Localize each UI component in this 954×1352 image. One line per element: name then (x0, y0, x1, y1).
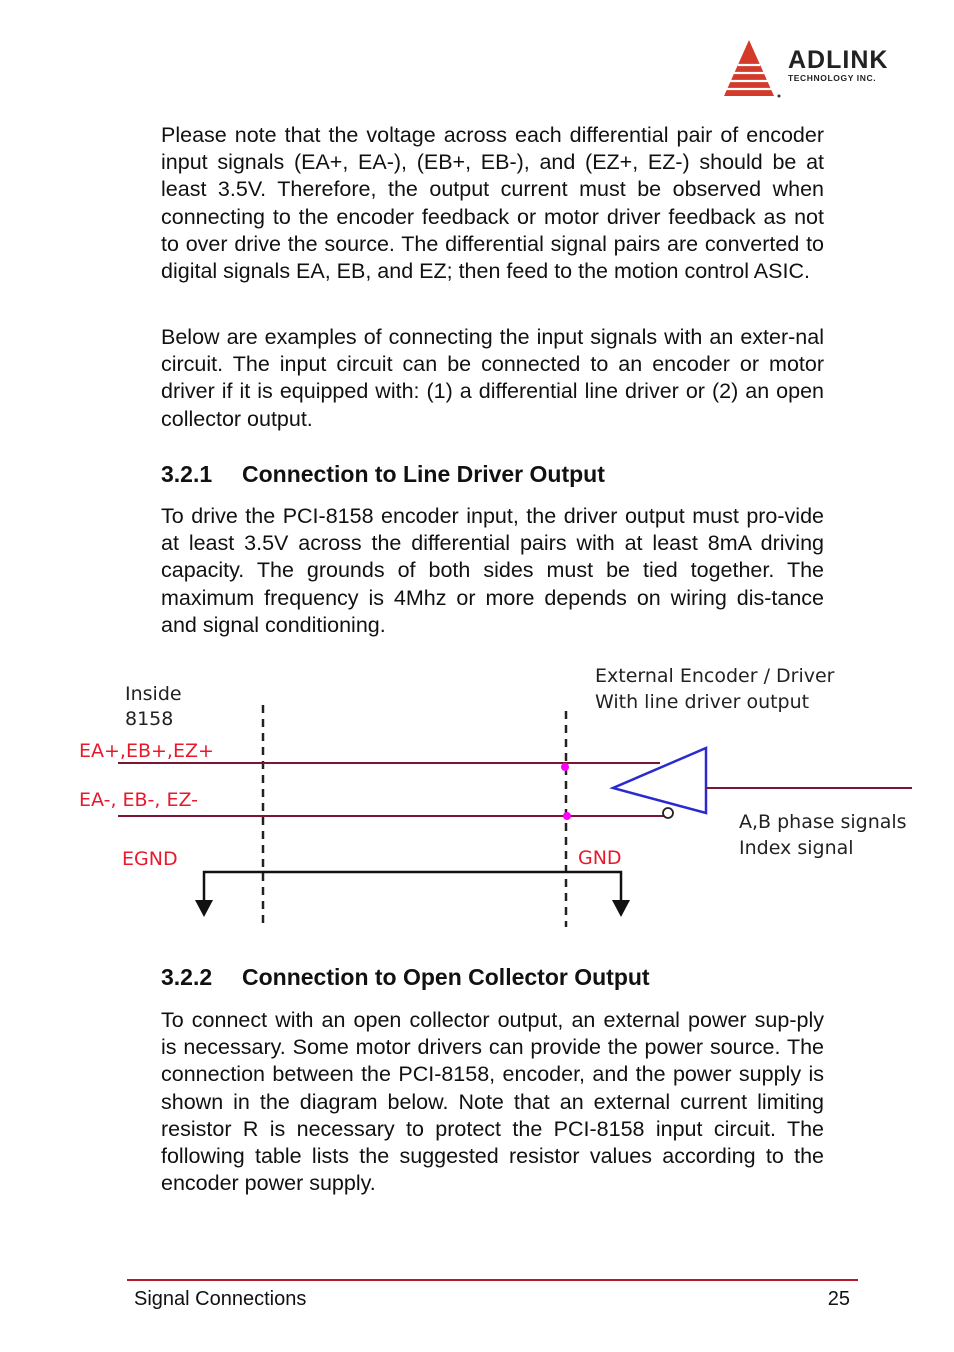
paragraph-voltage-note: Please note that the voltage across each differential pair of encoder input signals (EA+, EA-), (EB+, EB-), and (EZ+, EZ-) should be at least 3.5V. Therefore, the output current must be observed when connecting to the encoder feedback or motor driver feedback as not to over drive the source. The differential signal pairs are converted to digital signals EA, EB, and EZ; then feed to the motion control ASIC. (161, 123, 824, 284)
label-phase-signals: A,B phase signals (739, 811, 907, 833)
gnd-arrow-icon (612, 900, 630, 917)
label-8158: 8158 (125, 708, 174, 730)
label-gnd: GND (578, 847, 622, 869)
line-driver-triangle (613, 748, 706, 813)
section-number: 3.2.1 (161, 461, 213, 487)
paragraph-line-driver: To drive the PCI-8158 encoder input, the driver output must pro-vide at least 3.5V across the differential pairs with at least 8mA driving capacity. The grounds of both sides must be tied together. The maximum frequency is 4Mhz or more depends on wiring dis-tance and signal conditioning. (161, 504, 824, 637)
label-signal-plus: EA+,EB+,EZ+ (79, 740, 214, 762)
adlink-logo-icon (722, 38, 782, 100)
section-title: Connection to Open Collector Output (242, 964, 650, 990)
section-number: 3.2.2 (161, 964, 213, 990)
egnd-arrow-icon (195, 900, 213, 917)
section-heading-3-2-2 (161, 964, 650, 992)
paragraph-examples: Below are examples of connecting the input signals with an exter-nal circuit. The input circuit can be connected to an encoder or motor driver if it is equipped with: (1) a differential line driver or (2) an open collector output. (161, 325, 824, 431)
page-number: 25 (827, 1288, 850, 1310)
label-line-driver-output: With line driver output (595, 691, 810, 713)
label-index-signal: Index signal (739, 837, 854, 859)
logo-wordmark: ADLINK (788, 46, 889, 74)
inverter-bubble (663, 808, 673, 818)
adlink-logo (722, 38, 912, 100)
footer-section-title: Signal Connections (134, 1288, 307, 1310)
line-driver-diagram (70, 655, 920, 935)
label-egnd: EGND (122, 848, 178, 870)
ground-wire (204, 872, 621, 912)
junction-dot-plus (561, 763, 569, 771)
section-heading-3-2-1 (161, 461, 605, 489)
footer-rule (127, 1279, 858, 1281)
label-external-encoder: External Encoder / Driver (595, 665, 835, 687)
label-signal-minus: EA-, EB-, EZ- (79, 789, 199, 811)
label-inside: Inside (125, 683, 182, 705)
logo-subtitle: TECHNOLOGY INC. (788, 73, 877, 83)
section-title: Connection to Line Driver Output (242, 461, 605, 487)
junction-dot-minus (563, 812, 571, 820)
paragraph-open-collector: To connect with an open collector output, an external power sup-ply is necessary. Some motor drivers can provide the power source. The connection between the PCI-8158, encoder, and the power supply is shown in the diagram below. Note that an external current limiting resistor R is necessary to protect the PCI-8158 input circuit. The following table lists the suggested resistor values according to the encoder power supply. (161, 1008, 824, 1196)
